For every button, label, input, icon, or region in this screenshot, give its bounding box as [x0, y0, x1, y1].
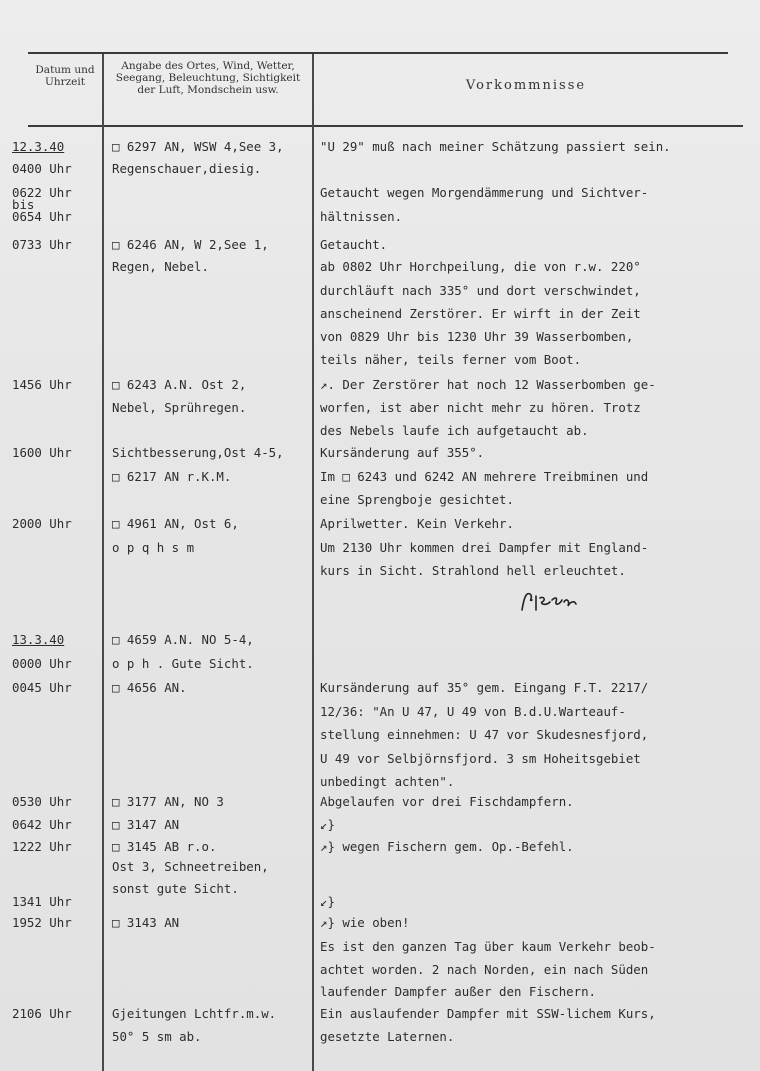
log-date: 1341 Uhr [12, 894, 72, 909]
header-events: Vorkommnisse [465, 78, 587, 93]
log-date: 1952 Uhr [12, 915, 72, 930]
log-place: Regen, Nebel. [112, 259, 209, 274]
log-date: 2000 Uhr [12, 516, 72, 531]
log-event: ↙} [320, 894, 335, 909]
log-place: □ 3143 AN [112, 915, 180, 930]
log-event: worfen, ist aber nicht mehr zu hören. Trotz [320, 400, 641, 415]
log-place: □ 4659 A.N. NO 5-4, [112, 632, 254, 647]
log-event: Kursänderung auf 35° gem. Eingang F.T. 2217/ [320, 680, 649, 695]
log-place: Regenschauer,diesig. [112, 161, 262, 176]
log-date: 1600 Uhr [12, 445, 72, 460]
log-event: Abgelaufen vor drei Fischdampfern. [320, 794, 574, 809]
log-event: Kursänderung auf 355°. [320, 445, 485, 460]
log-event: 12/36: "An U 47, U 49 von B.d.U.Warteauf- [320, 704, 626, 719]
log-place: □ 3177 AN, NO 3 [112, 794, 224, 809]
log-date: 13.3.40 [12, 632, 65, 647]
log-event: "U 29" muß nach meiner Schätzung passiert sein. [320, 139, 671, 154]
log-event: teils näher, teils ferner vom Boot. [320, 352, 582, 367]
column-divider-1 [102, 54, 104, 1071]
log-date: 0400 Uhr [12, 161, 72, 176]
header-rule [28, 125, 743, 127]
signature-handwritten [518, 588, 578, 614]
log-event: laufender Dampfer außer den Fischern. [320, 984, 597, 999]
log-event: kurs in Sicht. Strahlond hell erleuchtet. [320, 563, 626, 578]
log-event: ↗} wegen Fischern gem. Op.-Befehl. [320, 839, 574, 854]
log-date: 1222 Uhr [12, 839, 72, 854]
header-date-time: Datum und Uhrzeit [35, 64, 95, 88]
log-date: 0045 Uhr [12, 680, 72, 695]
log-event: ↗. Der Zerstörer hat noch 12 Wasserbomben ge- [320, 377, 656, 392]
log-place: Nebel, Sprühregen. [112, 400, 247, 415]
log-event: unbedingt achten". [320, 774, 455, 789]
log-place: □ 6243 A.N. Ost 2, [112, 377, 247, 392]
log-date: 0642 Uhr [12, 817, 72, 832]
log-event: Es ist den ganzen Tag über kaum Verkehr beob- [320, 939, 656, 954]
log-place: 50° 5 sm ab. [112, 1029, 202, 1044]
log-event: ↙} [320, 817, 335, 832]
log-place: Sichtbesserung,Ost 4-5, [112, 445, 284, 460]
log-place: □ 6217 AN r.K.M. [112, 469, 232, 484]
log-event: Aprilwetter. Kein Verkehr. [320, 516, 514, 531]
log-place: Ost 3, Schneetreiben, [112, 859, 269, 874]
log-place: □ 4656 AN. [112, 680, 187, 695]
log-place: sonst gute Sicht. [112, 881, 239, 896]
log-date: 0654 Uhr [12, 209, 72, 224]
log-event: Im □ 6243 und 6242 AN mehrere Treibminen und [320, 469, 649, 484]
log-date: 0530 Uhr [12, 794, 72, 809]
log-place: o p h . Gute Sicht. [112, 656, 254, 671]
log-event: von 0829 Uhr bis 1230 Uhr 39 Wasserbomben, [320, 329, 634, 344]
log-date: 0000 Uhr [12, 656, 72, 671]
log-event: durchläuft nach 335° und dort verschwindet, [320, 283, 641, 298]
log-date: bis [12, 197, 35, 212]
log-event: hältnissen. [320, 209, 403, 224]
log-event: ↗} wie oben! [320, 915, 410, 930]
log-date: 0622 Uhr [12, 185, 72, 200]
log-event: Ein auslaufender Dampfer mit SSW-lichem Kurs, [320, 1006, 656, 1021]
log-event: anscheinend Zerstörer. Er wirft in der Zeit [320, 306, 641, 321]
column-divider-2 [312, 54, 314, 1071]
log-event: achtet worden. 2 nach Norden, ein nach Süden [320, 962, 649, 977]
log-event: Getaucht. [320, 237, 388, 252]
log-place: Gjeitungen Lchtfr.m.w. [112, 1006, 277, 1021]
log-event: Getaucht wegen Morgendämmerung und Sichtver- [320, 185, 649, 200]
log-event: gesetzte Laternen. [320, 1029, 455, 1044]
log-place: o p q h s m [112, 540, 195, 555]
log-place: □ 4961 AN, Ost 6, [112, 516, 239, 531]
log-place: □ 3147 AN [112, 817, 180, 832]
log-date: 12.3.40 [12, 139, 65, 154]
log-date: 2106 Uhr [12, 1006, 72, 1021]
log-place: □ 3145 AB r.o. [112, 839, 217, 854]
log-event: ab 0802 Uhr Horchpeilung, die von r.w. 220° [320, 259, 641, 274]
log-event: Um 2130 Uhr kommen drei Dampfer mit England- [320, 540, 649, 555]
log-event: stellung einnehmen: U 47 vor Skudesnesfjord, [320, 727, 649, 742]
log-place: □ 6297 AN, WSW 4,See 3, [112, 139, 284, 154]
log-date: 1456 Uhr [12, 377, 72, 392]
log-event: U 49 vor Selbjörnsfjord. 3 sm Hoheitsgebiet [320, 751, 641, 766]
log-place: □ 6246 AN, W 2,See 1, [112, 237, 269, 252]
log-date: 0733 Uhr [12, 237, 72, 252]
top-rule [28, 52, 728, 54]
log-event: des Nebels laufe ich aufgetaucht ab. [320, 423, 589, 438]
log-event: eine Sprengboje gesichtet. [320, 492, 514, 507]
header-place-weather: Angabe des Ortes, Wind, Wetter, Seegang, Beleuchtung, Sichtigkeit der Luft, Mondschein usw. [115, 60, 301, 96]
